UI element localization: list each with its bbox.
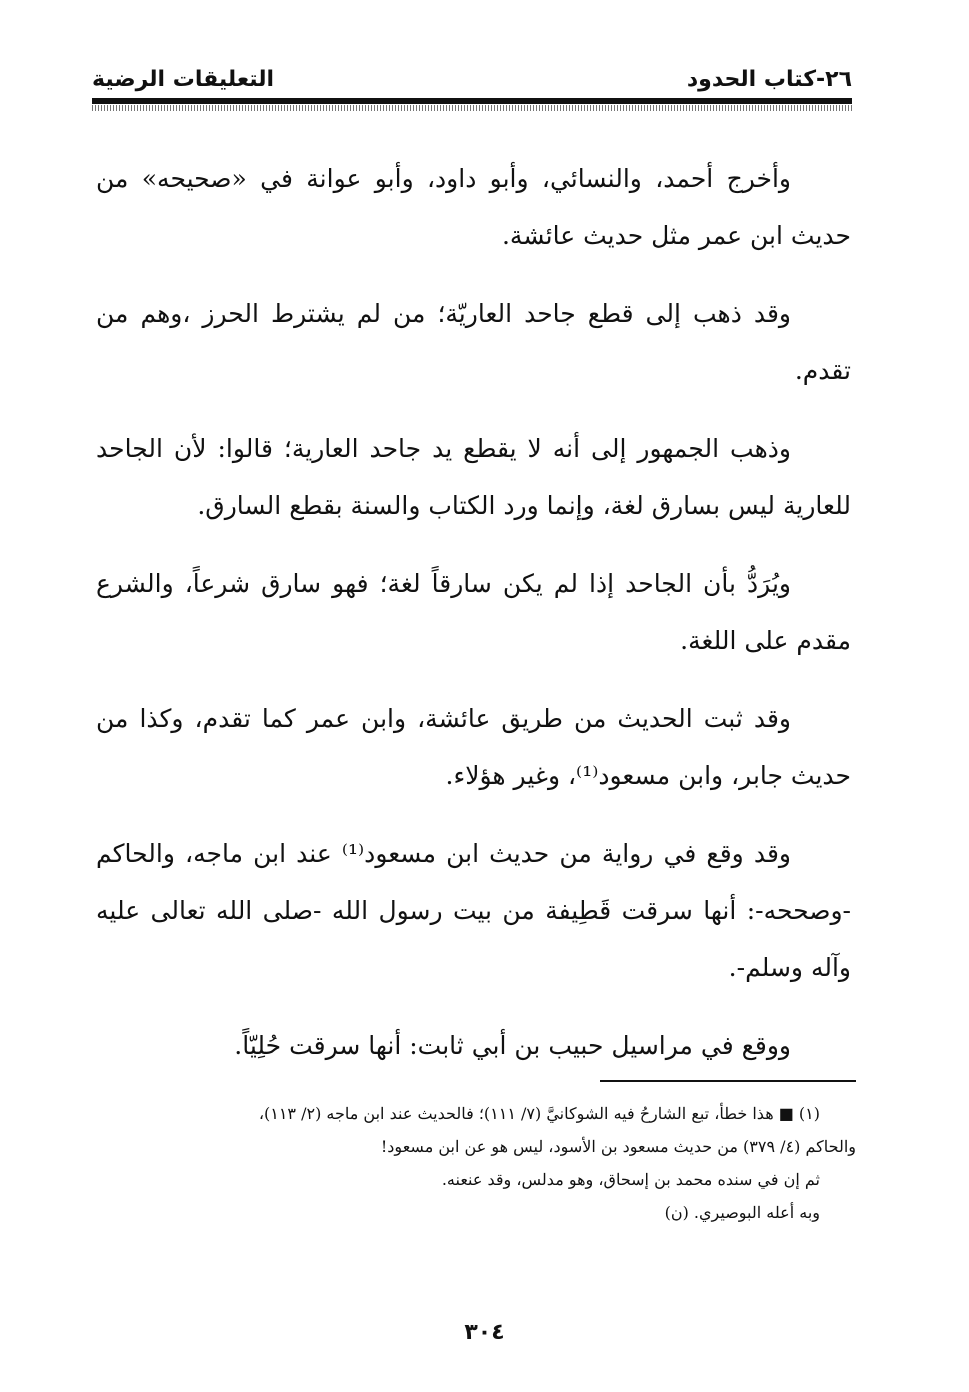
main-text	[96, 150, 851, 1095]
book-title: التعليقات الرضية	[92, 67, 275, 92]
paragraph-3: وذهب الجمهور إلى أنه لا يقطع يد جاحد العارية؛ قالوا: لأن الجاحد للعارية ليس بسارق لغة، وإنما ورد الكتاب والسنة بقطع السارق.	[96, 434, 851, 520]
paragraph-4: ويُرَدُّ بأن الجاحد إذا لم يكن سارقاً لغة؛ فهو سارق شرعاً، والشرع مقدم على اللغة.	[96, 569, 851, 655]
page-number: ٣٠٤	[464, 1320, 505, 1345]
header-divider-thick	[92, 98, 852, 104]
paragraph-5: وقد ثبت الحديث من طريق عائشة، وابن عمر كما تقدم، وكذا من حديث جابر، وابن مسعود⁽¹⁾، وغير هؤلاء.	[96, 704, 851, 790]
paragraph-7: ووقع في مراسيل حبيب بن أبي ثابت: أنها سرقت حُلِيّاً.	[234, 1031, 791, 1060]
paragraph-6: وقد وقع في رواية من حديث ابن مسعود⁽¹⁾ عند ابن ماجه، والحاكم -وصححه-: أنها سرقت قَطِيفة من بيت رسول الله -صلى الله تعالى عليه وآله وسلم-.	[96, 839, 851, 982]
chapter-heading: ٢٦-كتاب الحدود	[686, 67, 852, 92]
footnote-separator	[600, 1080, 856, 1082]
header-divider-hatch	[92, 105, 852, 111]
footnote-line-2: والحاكم (٤/ ٣٧٩) من حديث مسعود بن الأسود، ليس هو عن ابن مسعود!	[380, 1137, 856, 1156]
footnote-line-3: ثم إن في سنده محمد بن إسحاق، وهو مدلس، وقد عنعنه.	[441, 1170, 820, 1189]
header-divider	[92, 98, 852, 112]
paragraph-1: وأخرج أحمد، والنسائي، وأبو داود، وأبو عوانة في «صحيحه» من حديث ابن عمر مثل حديث عائشة.	[96, 164, 851, 250]
paragraph-2: وقد ذهب إلى قطع جاحد العاريّة؛ من لم يشترط الحرز ،وهم من تقدم.	[96, 299, 851, 385]
running-header	[92, 62, 852, 98]
footnotes	[96, 1097, 856, 1229]
footnote-line-4: وبه أعله البوصيري. (ن)	[664, 1203, 820, 1222]
footnote-line-1: (١) ■ هذا خطأ، تبع الشارحُ فيه الشوكانيَّ (٧/ ١١١)؛ فالحديث عند ابن ماجه (٢/ ١١٣)،	[258, 1104, 820, 1123]
